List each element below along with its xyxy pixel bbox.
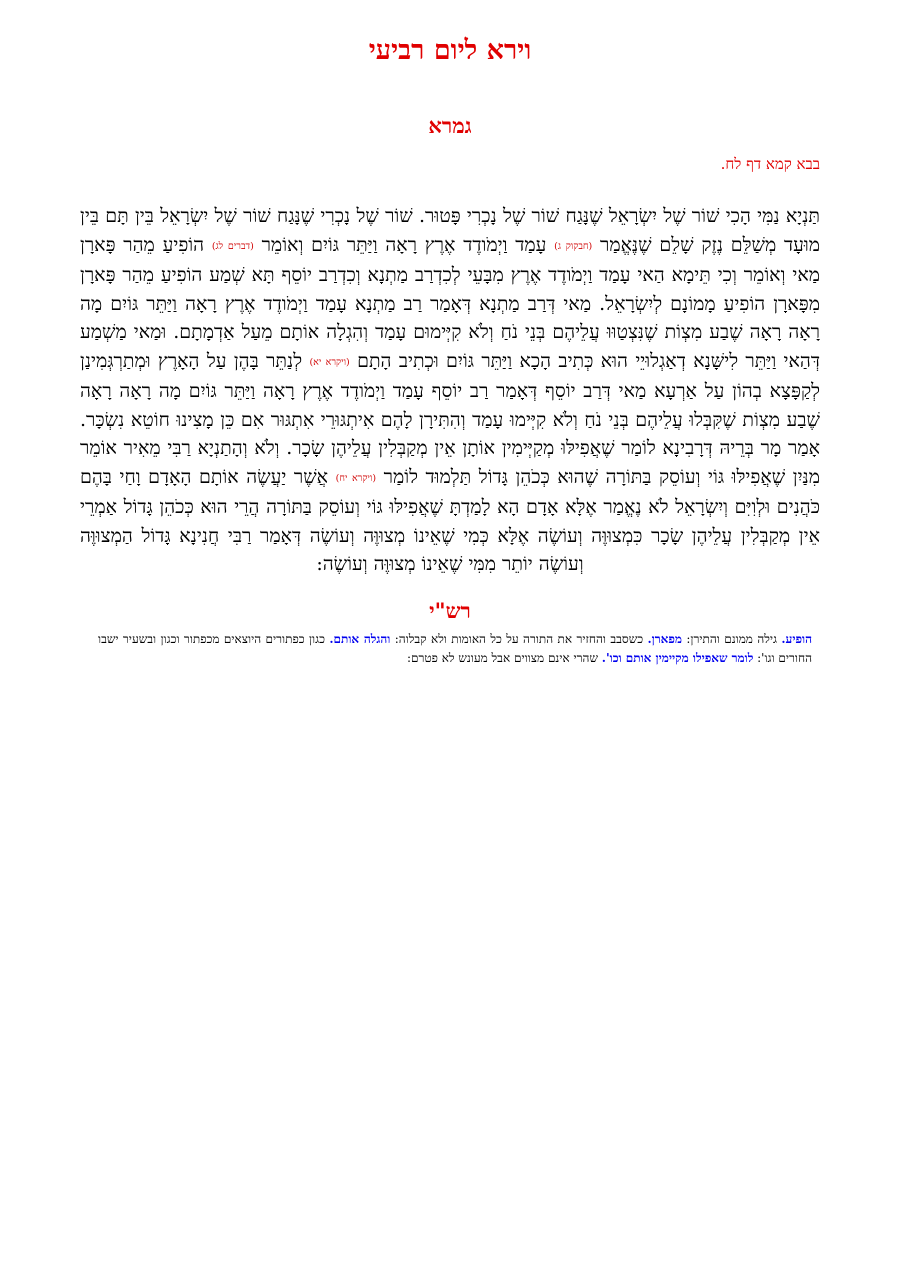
rashi-text — [0, 630, 900, 668]
rashi-segment: כגון כפתורים היוצאים מכפתור וכגון ובשעיר ישבו החורים וגו': — [98, 631, 812, 665]
source-reference: (חבקוק ג) — [554, 240, 593, 252]
gemara-segment: הוֹפִיעַ מֵהַר פָּארָן מַאי וְאוֹמֵר וְכִי תֵּימָא הַאי עָמַד וַיְמֹודֶד אֶרֶץ מִבָּעֵי לְכִדְרַב מַתְנָא וְכִדְרַב יוֹסֵף תָּא שְׁמַע הוֹפִיעַ מֵהַר פָּארָן מִפָּארָן הוֹפִיעַ מָמוֹנָם לְיִשְׂרָאֵל. מַאי דְּרַב מַתְנָא דְּאָמַר רַב מַתְנָא עָמַד וַיְמֹודֶד אֶרֶץ רָאָה וַיַּתֵּר גּוֹיִם מָה רָאָה רָאָה שֶׁבַע מִצְוֹת שֶׁנִּצְטַוּוּ עֲלֵיהֶם בְּנֵי נֹחַ וְלֹא קִיְּימוּם עָמַד וְהִגְלָה אוֹתָם מֵעַל אַדְמָתָם. וּמַאי מַשְׁמַע דְּהַאי וַיַּתֵּר לִישָּׁנָא דְאַגְלוּיֵי הוּא כְּתִיב הָכָא וַיַּתֵּר גּוֹיִם וּכְתִיב הָתָם — [80, 233, 820, 372]
gemara-segment: עָמַד וַיְמֹודֶד אֶרֶץ רָאָה וַיַּתֵּר גּוֹיִם וְאוֹמֵר — [253, 233, 555, 256]
rashi-dibbur-hamatchil: לומר שאפילו מקיימין אותם וכו'. — [601, 650, 754, 665]
rashi-segment: שהרי אינם מצווים אבל מעונש לא פטרם: — [406, 650, 602, 665]
gemara-segment: תַּנְיָא נַמִּי הָכִי שׁוֹר שֶׁל יִשְׂרָאֵל שֶׁנָּגַח שׁוֹר שֶׁל נָכְרִי פָּטוּר. שׁוֹר שֶׁל נָכְרִי שֶׁנָּגַח שׁוֹר שֶׁל יִשְׂרָאֵל בֵּין תָּם בֵּין מוּעָד מְשַׁלֵּם נֶזֶק שָׁלֵם שֶׁנֶּאֱמַר — [80, 205, 821, 256]
rashi-dibbur-hamatchil: והגלה אותם. — [329, 631, 391, 646]
source-reference: (ויקרא יא) — [309, 356, 350, 368]
rashi-segment: גילה ממונם והתירן: — [681, 631, 782, 646]
source-reference: (ויקרא יח) — [335, 472, 377, 484]
section-title-gemara: גמרא — [428, 113, 472, 138]
daf-reference: בבא קמא דף לח. — [720, 155, 820, 173]
rashi-segment: כשסבב והחזיר את התורה על כל האומות ולא קבלוה: — [390, 631, 648, 646]
rashi-dibbur-hamatchil: הופיע. — [781, 631, 812, 646]
gemara-segment: אֲשֶׁר יַעֲשֶׂה אוֹתָם הָאָדָם וָחַי בָּהֶם כֹּהֲנִים וּלְוִיִּם וְיִשְׂרָאֵל לֹא נֶאֱמַר אֶלָּא אָדָם הָא לָמַדְתָּ שֶׁאֲפִילּוּ גּוֹי וְעוֹסֵק בַּתּוֹרָה הֲרֵי הוּא כְּכֹהֵן גָּדוֹל אַמְרֵי אֵין מְקַבְּלִין עֲלֵיהֶן שָׂכָר כִּמְצוּוֶּה וְעוֹשֶׂה אֶלָּא כְּמִי שֶׁאֵינוֹ מְצוּוֶּה וְעוֹשֶׂה דְּאָמַר רַבִּי חֲנִינָא גָּדוֹל הַמְצוּוֶּה וְעוֹשֶׂה יוֹתֵר מִמִּי שֶׁאֵינוֹ מְצוּוֶּה וְעוֹשֶׂה: — [80, 465, 820, 575]
section-title-rashi: רש"י — [429, 597, 471, 623]
rashi-dibbur-hamatchil: מפארן. — [647, 631, 682, 646]
source-reference: (דברים לג) — [211, 240, 254, 252]
page-title: וירא ליום רביעי — [368, 35, 532, 66]
gemara-segment: לְנַתֵּר בָּהֶן עַל הָאָרֶץ וּמְתַרְגְּמִינַן לְקַפָּצָא בְהוֹן עַל אַרְעָא מַאי דְּרַב יוֹסֵף דְּאָמַר רַב יוֹסֵף עָמַד וַיְמֹודֶד אֶרֶץ רָאָה וַיַּתֵּר גּוֹיִם מָה רָאָה רָאָה שֶׁבַע מִצְוֹת שֶׁקִּבְּלוּ עֲלֵיהֶם בְּנֵי נֹחַ וְלֹא קִיְּימוּ עָמַד וְהִתִּירָן לָהֶם אִיתְגּוּרֵי אִתְגּוּר אִם כֵּן מָצִינוּ חוֹטֵא נִשְׂכָּר. אָמַר מָר בְּרֵיהּ דְּרָבִינָא לוֹמַר שֶׁאֲפִילּוּ מְקַיְּימִין אוֹתָן אֵין מְקַבְּלִין עֲלֵיהֶן שָׂכָר. וְלֹא וְהָתַנְיָא רַבִּי מֵאִיר אוֹמֵר מִנַּיִן שֶׁאֲפִילּוּ גּוֹי וְעוֹסֵק בַּתּוֹרָה שֶׁהוּא כְּכֹהֵן גָּדוֹל תַּלְמוּד לוֹמַר — [80, 349, 821, 488]
gemara-text — [80, 202, 820, 579]
